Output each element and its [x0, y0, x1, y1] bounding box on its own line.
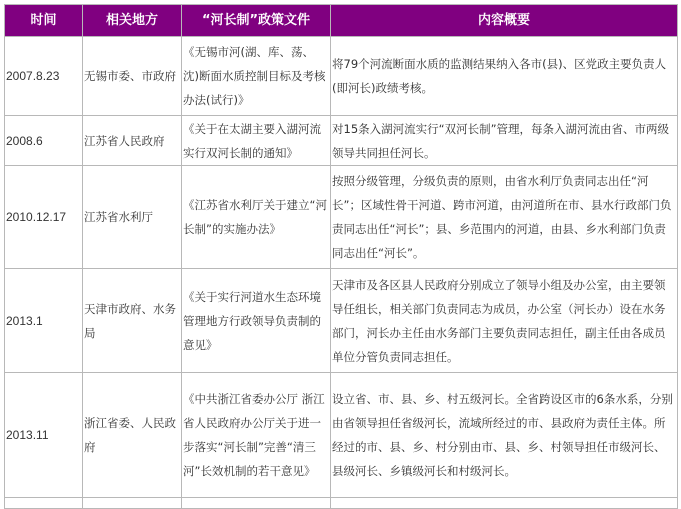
cell-document: 《关于在太湖主要入湖河流实行双河长制的通知》: [182, 116, 331, 166]
cell-place: 江苏省人民政府: [83, 116, 182, 166]
table-row: [5, 166, 678, 269]
cell-place: 浙江省委、人民政府: [83, 373, 182, 498]
header-document: “河长制”政策文件: [182, 5, 331, 37]
cell-date: 2010.12.17: [5, 166, 83, 269]
header-date: 时间: [5, 5, 83, 37]
cell-document: 《关于实行河道水生态环境管理地方行政领导负责制的意见》: [182, 269, 331, 373]
cell-summary: 设立省、市、县、乡、村五级河长。全省跨设区市的6条水系，分别由省领导担任省级河长，流域所经过的市、县政府为责任主体。所经过的市、县、乡、村分别由市、县、乡、村领导担任市级河长、县级河长、乡镇级河长和村级河长。: [331, 373, 678, 498]
header-summary: 内容概要: [331, 5, 678, 37]
cell-document: 《江苏省水利厅关于建立“河长制”的实施办法》: [182, 166, 331, 269]
header-place: 相关地方: [83, 5, 182, 37]
cell-empty: [182, 498, 331, 509]
cell-document: 《无锡市河(湖、库、荡、沈)断面水质控制目标及考核办法(试行)》: [182, 37, 331, 116]
table-row-partial: [5, 498, 678, 509]
cell-date: 2008.6: [5, 116, 83, 166]
cell-summary: 对15条入湖河流实行“双河长制”管理，每条入湖河流由省、市两级领导共同担任河长。: [331, 116, 678, 166]
cell-empty: [331, 498, 678, 509]
cell-place: 天津市政府、水务局: [83, 269, 182, 373]
cell-place: 无锡市委、市政府: [83, 37, 182, 116]
cell-document: 《中共浙江省委办公厅 浙江省人民政府办公厅关于进一步落实“河长制”完善“清三河”长效机制的若干意见》: [182, 373, 331, 498]
policy-table: [4, 4, 678, 509]
table-row: [5, 269, 678, 373]
cell-summary: 天津市及各区县人民政府分别成立了领导小组及办公室，由主要领导任组长，相关部门负责同志为成员，办公室（河长办）设在水务部门，河长办主任由水务部门主要负责同志担任，副主任由各成员单位分管负责同志担任。: [331, 269, 678, 373]
cell-empty: [83, 498, 182, 509]
cell-date: 2013.11: [5, 373, 83, 498]
table-row: [5, 37, 678, 116]
table-row: [5, 116, 678, 166]
cell-date: 2013.1: [5, 269, 83, 373]
cell-summary: 按照分级管理，分级负责的原则，由省水利厅负责同志出任“河长”；区域性骨干河道、跨市河道，由河道所在市、县水行政部门负责同志出任“河长”；县、乡范围内的河道，由县、乡水利部门负责同志出任“河长”。: [331, 166, 678, 269]
header-row: [5, 5, 678, 37]
cell-empty: [5, 498, 83, 509]
cell-summary: 将79个河流断面水质的监测结果纳入各市(县)、区党政主要负责人(即河长)政绩考核。: [331, 37, 678, 116]
table-row: [5, 373, 678, 498]
cell-date: 2007.8.23: [5, 37, 83, 116]
cell-place: 江苏省水利厅: [83, 166, 182, 269]
